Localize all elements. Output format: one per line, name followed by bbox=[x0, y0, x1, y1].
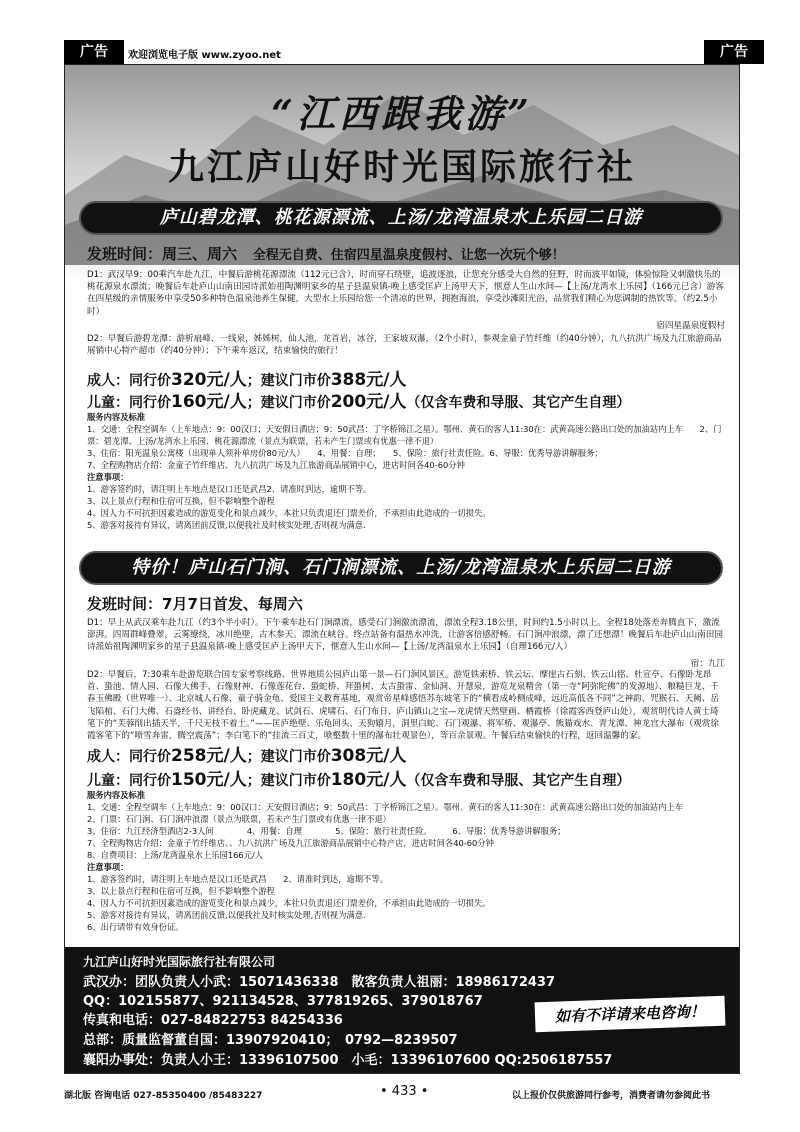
tour2-child-label: 儿童：同行价 bbox=[87, 773, 171, 789]
contact-fax: 传真和电话：027-84822753 84254336 bbox=[83, 1013, 343, 1028]
tour2-banner: 特价！庐山石门涧、石门涧漂流、上汤/龙湾温泉水上乐园二日游 bbox=[79, 551, 723, 585]
tour2-notes-title: 注意事项： bbox=[87, 862, 129, 872]
tour1-adult-value: 320元/人 bbox=[171, 370, 247, 390]
tour1-depart bbox=[87, 243, 565, 264]
footer-left: 湖北版 咨询电话 027-85350400 /85483227 bbox=[64, 1091, 263, 1101]
contact-wuhan: 武汉办：团队负责人小武：15071436338 散客负责人祖丽：18986172437 bbox=[83, 975, 555, 990]
tour1-adult-gate: ；建议门市价 bbox=[246, 373, 331, 389]
tour1-note3: 4、因人力不可抗拒因素造成的游览变化和景点减少，本社只负责退还门票差价，不承担由此造成的一切损失。 bbox=[87, 508, 491, 518]
tour1-child-gate-value: 200元/人 bbox=[330, 392, 407, 412]
tour2-note5: 6、出行请带有效身份证。 bbox=[87, 922, 184, 932]
contact-block bbox=[65, 947, 739, 1073]
tour1-notes-title: 注意事项： bbox=[87, 472, 129, 482]
tour2-note2: 3、以上景点行程和住宿可互换，但不影响整个游程 bbox=[87, 886, 275, 896]
page-number: • 433 • bbox=[380, 1084, 429, 1099]
tour2-adult-gate-value: 308元/人 bbox=[330, 746, 407, 766]
tour1-svc-title: 服务内容及标准 bbox=[87, 412, 146, 422]
tour1-note2: 3、以上景点行程和住宿可互换，但不影响整个游程 bbox=[87, 496, 275, 506]
tour2-svc3: 7、全程购物店介绍：金童子竹纤维店、、九八抗洪广场及九江旅游商品展销中心特产店，进店时间各40-60分钟 bbox=[87, 838, 494, 848]
slogan-title: “江西跟我游” bbox=[271, 91, 533, 136]
inquiry-handwriting: 如有不详请来电咨询！ bbox=[535, 996, 726, 1033]
tour1-day2: D2：早餐后游碧龙潭：游析扇峰、一线泉，姊姊树，仙人池，龙首岩，冰谷，王家坡双瀑，（2个小时），参观金童子竹纤维（约40分钟），九八抗洪广场及九江旅游商品展销中心特产超市（约40分钟）；下午乘车返汉，结束愉快的旅行！ bbox=[87, 334, 722, 357]
tour1-child-price bbox=[87, 387, 630, 412]
contact-company: 九江庐山好时光国际旅行社有限公司 bbox=[83, 955, 276, 969]
tour2-adult-label: 成人：同行价 bbox=[87, 749, 171, 765]
tour1-adult-gate-value: 388元/人 bbox=[330, 370, 407, 390]
tour2-child-note: （仅含车费和导服、其它产生自理） bbox=[406, 773, 631, 789]
tour2-depart bbox=[87, 593, 303, 614]
tour2-svc4: 8、自费项目：上汤/龙湾温泉水上乐园166元/人 bbox=[87, 850, 264, 860]
tour1-adult-label: 成人：同行价 bbox=[87, 373, 171, 389]
tour1-child-label: 儿童：同行价 bbox=[87, 395, 171, 411]
tour1-child-note: （仅含车费和导服、其它产生自理） bbox=[406, 395, 631, 411]
tour2-services bbox=[87, 789, 733, 933]
tour1-svc1: 1、交通：全程空调车（上车地点：9：00汉口；天安假日酒店；9：50武昌：丁字桥锦江之星）。鄂州、黄石的客人11:30在：武黄高速公路出口处的加油站内上车 2、门票：碧龙潭、上汤/龙湾水上乐园、桃花源漂流（景点为联票，若未产生门票或有优惠一律不退） bbox=[87, 424, 722, 446]
tour1-svc2: 3、住宿：阳光温泉公寓楼（出现单人须补单房价80元/人） 4、用餐：自理； 5、保险：旅行社责任险。6、导服：优秀导游讲解服务； bbox=[87, 448, 603, 458]
tour2-adult-price bbox=[87, 741, 406, 766]
tour2-day1: D1：早上从武汉乘车赴九江（约3个半小时）。下午乘车赴石门涧漂流，感受石门涧激流漂流，漂流全程3.18公里，时间约1.5小时以上。全程18处落差奔腾直下，激流澎湃。四周群峰叠翠，云雾缭绕，冰川绝壁，古木参天。漂流在峡谷。终点站备有温热水冲洗，让游客倍感舒畅。石门涧冲浪漂，漂了还想漂！晚餐后车赴庐山山南田园诗派始祖陶渊明家乡的星子县温泉镇-晚上感受匡庐上汤甲天下，惬意人生山水间—【上汤/龙湾温泉水上乐园】（自理166元/人） bbox=[87, 618, 723, 653]
tour1-day1-hotel: 宿四星温泉度假村 bbox=[656, 321, 725, 331]
tour2-child-value: 150元/人 bbox=[171, 770, 247, 790]
tour2-depart-label: 发班时间：7月7日首发、每周六 bbox=[87, 595, 303, 613]
tour2-day1-hotel: 宿：九江 bbox=[690, 659, 725, 669]
tour1-child-value: 160元/人 bbox=[171, 392, 247, 412]
tour2-note3: 4、因人力不可抗拒因素造成的游览变化和景点减少，本社只负责退还门票差价，不承担由此造成的一切损失。 bbox=[87, 898, 491, 908]
tour2-adult-value: 258元/人 bbox=[171, 746, 247, 766]
ad-label-left: 广告 bbox=[64, 40, 124, 64]
tour2-child-gate: ；建议门市价 bbox=[246, 773, 331, 789]
tour1-banner: 庐山碧龙潭、桃花源漂流、上汤/龙湾温泉水上乐园二日游 bbox=[79, 201, 723, 235]
tour2-day2: D2：早餐后，7:30乘车赴游览联合国专家考察线路、世界地质公园庐山第一景—石门涧风景区。游览铁索桥、铁云坛、摩崖古石刻、铁云山铭、杜宣亭、石像卧龙昂首、蛩池、情人园、石像大佛手、石像财神、石像莲花台、蛩蛇桥、拜蛩树、太古蛩雷、金仙洞、开慧泉，游览龙泉精舍（第一寺“阿弥陀佛”的发源地）、粮糙巨龙、千春玉佛殿（世界唯一）、北京城人石像、童子骑金龟、爱国主义教育基地，观赏帝星峰感悟苏东坡笔下的“横看成岭侧成峰，远近高低各不同”之神韵、咒猴石、天阙、岳飞陷棺、石门大佛、石盎经书、讲经台、卧虎藏龙、试剑石、虎啸石、石门布日、庐山镇山之宝—龙虎情天然壁画、栖霞桥（徐霞客西登庐山处），观赏明代诗人黄士琦笔下的“芙蓉削出插天半，千尺无枝不着土。”——匡庐绝壁、乐龟回头、天狗嬉月，洞里白蛇、石门观瀑、将军桥、观瀑亭、熊猫戏水、青龙潭、神龙宫大瀑布（观赏徐霞客笔下的“喷雪奔雷，腾空震荡”；李白笔下的“挂流三百丈，喷壑数十里的瀑布壮观景色），等百余景观。午餐后结束愉快的行程，返回温馨的家。 bbox=[87, 670, 719, 742]
company-title: 九江庐山好时光国际旅行社 bbox=[167, 147, 636, 188]
contact-hq: 总部：质量监督董自国：13907920410； 0792—8239507 bbox=[83, 1033, 458, 1048]
tour2-svc1: 1、交通：全程空调车（上车地点：9：00汉口：天安假日酒店；9：50武昌：丁字桥锦江之星）。鄂州、黄石的客人11:30在：武黄高速公路出口处的加油站内上车 2、门票：石门涧、石门涧冲浪漂（景点为联票，若未产生门票或有优惠一律不退） bbox=[87, 802, 733, 824]
contact-xiangyang: 襄阳办事处：负责人小王：13396107500 小毛：13396107600 QQ:2506187557 bbox=[83, 1053, 613, 1068]
tour1-child-gate: ；建议门市价 bbox=[246, 395, 331, 411]
tour1-note1: 1、游客签约时，请注明上车地点是汉口还是武昌2、请准时到达，逾期不等。 bbox=[87, 484, 372, 494]
footer-right: 以上报价仅供旅游同行参考，消费者请勿参阅此书 bbox=[512, 1091, 711, 1101]
tour2-note1: 1、游客签约时，请注明上车地点是汉口还是武昌 2、请准时到达，逾期不等。 bbox=[87, 874, 388, 884]
tour1-day1: D1：武汉早9：00乘汽车赴九江，中餐后游桃花源漂流（112元已含），时而穿石绕壁，追波逐浪，让您充分感受大自然的狂野，时而波平如镜，体验惊险又刺激快乐的桃花源泉水漂流；晚餐后车赴庐山山南田园诗派始祖陶渊明家乡的星子县温泉镇-晚上感受匡庐上汤甲天下，惬意人生山水间—【上汤/龙湾水上乐园】（166元已含）游客在四星级的亲情服务中享受50多种特色温泉池养生保健，大型水上乐园给您一个清凉的世界，拥抱海浪，享受沙滩阳光浴，品赏我们精心为您调制的热饮等。（约2.5小时） bbox=[87, 270, 724, 317]
tour1-note4: 5、游客对接待有异议，请离团前反馈,以便我社及时核实处理,否则视为满意. bbox=[87, 520, 366, 530]
tour2-adult-gate: ；建议门市价 bbox=[246, 749, 331, 765]
tour2-child-price bbox=[87, 765, 630, 790]
ad-frame bbox=[64, 64, 740, 1074]
tour1-svc3: 7、全程购物店介绍：金童子竹纤维店、九八抗洪广场及九江旅游商品展销中心，进店时间各40-60分钟 bbox=[87, 460, 465, 470]
tour2-svc-title: 服务内容及标准 bbox=[87, 790, 146, 800]
contact-qq: QQ：102155877、921134528、377819265、379018767 bbox=[83, 994, 483, 1009]
tour1-depart-extra: 全程无自费、住宿四星温泉度假村、让您一次玩个够！ bbox=[252, 248, 565, 263]
ad-label-right: 广告 bbox=[704, 40, 764, 64]
tour1-services bbox=[87, 411, 727, 531]
tour2-svc2: 3、住宿：九江经济型酒店2-3人间 4、用餐：自理 5、保险：旅行社责任险。 6、导服：优秀导游讲解服务； bbox=[87, 826, 566, 836]
tour1-depart-label: 发班时间：周三、周六 bbox=[87, 245, 238, 263]
tour2-child-gate-value: 180元/人 bbox=[330, 770, 407, 790]
site-text: 欢迎浏览电子版 www.zyoo.net bbox=[128, 50, 281, 61]
tour2-note4: 5、游客对接待有异议，请离团前反馈,以便我社及时核实处理,否则视为满意. bbox=[87, 910, 366, 920]
